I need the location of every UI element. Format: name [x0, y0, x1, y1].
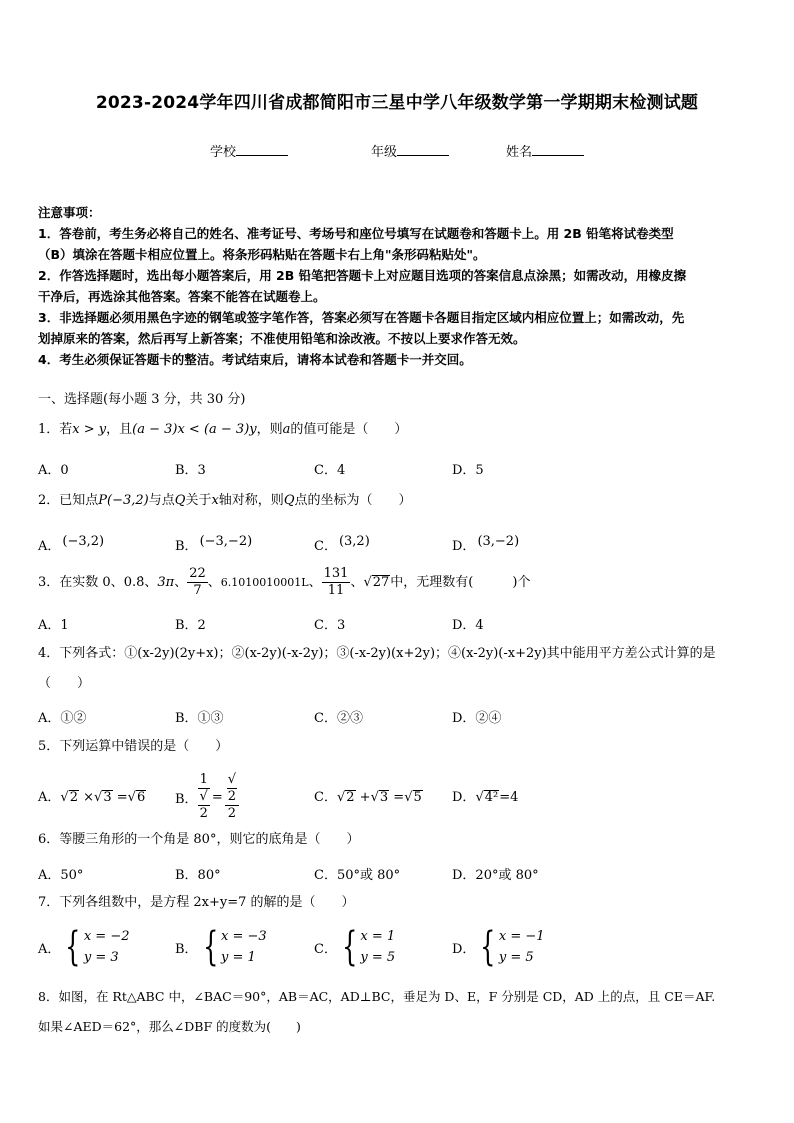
notice-line: （B）填涂在答题卡相应位置上。将条形码粘贴在答题卡右上角"条形码粘贴处"。 — [38, 247, 486, 262]
q3-stem: 3．在实数 0、 — [38, 574, 124, 590]
q4-option-c: C．②③ — [314, 711, 363, 726]
question-1 — [38, 422, 407, 438]
brace: { — [480, 924, 496, 970]
sqrt-radicand: 2 — [346, 790, 355, 805]
notice-heading: 注意事项： — [38, 205, 101, 220]
q3-number: 3π — [157, 574, 175, 590]
q2-stem: 轴对称，则 — [218, 493, 284, 508]
q2-point: P(−3,2) — [98, 493, 149, 508]
q3-sep: 、 — [174, 574, 188, 590]
q6-option-a: A．50° — [38, 868, 84, 883]
q5-option-a: A．√2 ×√3 =√6 — [38, 790, 146, 805]
option-label: A． — [38, 941, 61, 957]
notice-line: 3．非选择题必须用黑色字迹的钢笔或签字笔作答，答案必须写在答题卡各题目指定区域内相应位置上；如需改动，先 — [38, 310, 685, 325]
sqrt-radicand: 3 — [379, 790, 389, 805]
q2-var: x — [211, 493, 219, 508]
sqrt-radicand: 2 — [199, 806, 208, 821]
q2-option-d — [452, 535, 519, 554]
school-label: 学校 — [210, 145, 237, 160]
q1-cond1: x > y — [72, 422, 107, 437]
q2-option-label: D． — [452, 539, 476, 554]
q1-cond2: (a − 3)x < (a − 3)y — [132, 422, 257, 437]
q2-stem: 点的坐标为（ ） — [294, 493, 412, 508]
equation-row: y = 5 — [498, 950, 534, 965]
sqrt-radicand: 5 — [413, 790, 422, 805]
q1-var: a — [282, 422, 291, 437]
q2-option-label: C． — [314, 539, 337, 554]
q3-number: 0.8̇ — [123, 574, 145, 590]
q2-var: Q — [174, 493, 186, 508]
q2-option-value: (−3,−2) — [199, 534, 253, 549]
option-label: C． — [314, 790, 337, 805]
operator: = — [211, 789, 223, 805]
question-4: 4．下列各式：①(x-2y)(2y+x)；②(x-2y)(-x-2y)；③(-x-2y)(x+2y)；④(x-2y)(-x+2y)其中能用平方差公式计算的是 — [38, 646, 716, 661]
question-2 — [38, 493, 412, 509]
grade-field — [371, 141, 449, 160]
q3-number: 6.1010010001L — [220, 575, 309, 589]
q7-option-d — [452, 926, 545, 968]
equation-row: x = −2 — [83, 929, 130, 944]
operator: =4 — [499, 790, 519, 805]
brace: { — [342, 924, 358, 970]
q2-option-a — [38, 535, 104, 554]
q2-stem: 关于 — [185, 493, 212, 508]
grade-blank — [397, 144, 449, 156]
sqrt-radicand: 2 — [69, 790, 78, 805]
q2-stem: 与点 — [148, 493, 175, 508]
q3-fraction — [187, 566, 208, 599]
q3-option-c: C．3 — [314, 618, 346, 633]
fraction — [225, 772, 239, 822]
notice-line: 4．考生必须保证答题卡的整洁。考试结束后，请将本试卷和答题卡一并交回。 — [38, 352, 472, 367]
q6-option-d: D．20°或 80° — [452, 868, 539, 883]
section-heading: 一、选择题(每小题 3 分，共 30 分) — [38, 392, 246, 407]
q4-option-d: D．②④ — [452, 711, 502, 726]
q1-option-d: D．5 — [452, 463, 484, 478]
q1-option-c: C．4 — [314, 463, 346, 478]
option-label: D． — [452, 790, 476, 805]
brace: { — [65, 924, 81, 970]
q3-sep: 、 — [144, 574, 158, 590]
q3-sep: 、 — [350, 574, 364, 590]
option-label: C． — [314, 941, 337, 957]
q7-option-a — [38, 926, 130, 968]
q1-stem: 的值可能是（ ） — [290, 422, 408, 437]
q2-option-value: (3,−2) — [477, 534, 520, 549]
equation-row: y = 5 — [360, 950, 396, 965]
fraction-denominator: 2 — [227, 806, 237, 821]
question-6: 6．等腰三角形的一个角是 80°，则它的底角是（ ） — [38, 832, 360, 847]
operator: + — [359, 790, 371, 805]
q1-stem: ，则 — [256, 422, 283, 437]
q3-sep: 、 — [308, 574, 322, 590]
q2-option-b — [175, 535, 252, 554]
q3-sep: 、 — [207, 574, 221, 590]
school-blank — [236, 144, 288, 156]
notice-line: 划掉原来的答案，然后再写上新答案；不准使用铅笔和涂改液。不按以上要求作答无效。 — [38, 331, 526, 346]
sqrt-radicand: 2 — [227, 789, 237, 804]
operator: = — [393, 790, 405, 805]
q6-option-c: C．50°或 80° — [314, 868, 401, 883]
q7-option-b — [175, 926, 267, 968]
question-8-cont: 如果∠AED＝62°，那么∠DBF 的度数为( ) — [38, 1019, 301, 1034]
operator: = — [116, 790, 128, 805]
q2-option-value: (−3,2) — [62, 534, 105, 549]
q3-option-a: A．1 — [38, 618, 69, 633]
question-8: 8．如图，在 Rt△ABC 中，∠BAC＝90°，AB＝AC，AD⊥BC，垂足为 D、E，F 分别是 CD，AD 上的点，且 CE＝AF. — [38, 989, 716, 1004]
name-field — [506, 141, 584, 160]
q1-option-a: A．0 — [38, 463, 69, 478]
sqrt-radicand: 4² — [484, 790, 499, 805]
equation-row: x = −3 — [221, 929, 267, 944]
q2-option-label: B． — [175, 539, 198, 554]
q1-stem: 1．若 — [38, 422, 73, 437]
fraction-numerator: 22 — [189, 566, 206, 581]
q2-stem: 2．已知点 — [38, 493, 99, 508]
q1-option-b: B．3 — [175, 463, 206, 478]
q5-option-d: D．√4²=4 — [452, 790, 519, 805]
grade-label: 年级 — [371, 145, 398, 160]
equation-row: y = 3 — [83, 950, 119, 965]
q5-option-b — [175, 772, 239, 822]
fraction-numerator: 1 — [199, 772, 208, 787]
q3-fraction — [322, 566, 351, 599]
option-label: D． — [452, 941, 476, 957]
fraction-denominator: 7 — [193, 583, 202, 598]
q3-option-d: D．4 — [452, 618, 484, 633]
name-label: 姓名 — [506, 145, 533, 160]
sqrt-radicand: 3 — [103, 790, 112, 805]
q2-option-label: A． — [38, 539, 61, 554]
equation-row: x = −1 — [498, 929, 545, 944]
notice-line: 2．作答选择题时，选出每小题答案后，用 2B 铅笔把答题卡上对应题目选项的答案信息点涂黑；如需改动，用橡皮擦 — [38, 268, 687, 283]
notice-line: 干净后，再选涂其他答案。答案不能答在试题卷上。 — [38, 289, 326, 304]
q7-option-c — [314, 926, 395, 968]
fraction — [198, 772, 210, 822]
equation-row: x = 1 — [360, 929, 396, 944]
page-title: 2023-2024学年四川省成都简阳市三星中学八年级数学第一学期期末检测试题 — [95, 93, 699, 113]
option-label: A． — [38, 790, 61, 805]
q3-option-b: B．2 — [175, 618, 206, 633]
sqrt-radicand: 27 — [372, 574, 390, 590]
option-label: B． — [175, 791, 198, 807]
fraction-denominator: √ 2 — [199, 789, 208, 821]
q2-var: Q — [283, 493, 295, 508]
q2-option-c — [314, 535, 370, 554]
q3-sqrt: √27 — [363, 574, 390, 590]
notice-line: 1．答卷前，考生务必将自己的姓名、准考证号、考场号和座位号填写在试题卷和答题卡上。用 2B 铅笔将试卷类型 — [38, 226, 674, 241]
q3-stem: 中，无理数有( )个 — [390, 574, 531, 590]
q4-option-a: A．①② — [38, 711, 87, 726]
option-label: B． — [175, 941, 198, 957]
q2-option-value: (3,2) — [338, 534, 370, 549]
question-7: 7．下列各组数中，是方程 2x+y=7 的解的是（ ） — [38, 895, 355, 910]
sqrt-radicand: 6 — [136, 790, 146, 805]
question-4-paren: （ ） — [38, 676, 91, 691]
fraction-numerator: 131 — [323, 566, 349, 581]
q6-option-b: B．80° — [175, 868, 221, 883]
name-blank — [532, 144, 584, 156]
q4-option-b: B．①③ — [175, 711, 224, 726]
question-5: 5．下列运算中错误的是（ ） — [38, 739, 229, 754]
operator: × — [83, 790, 95, 805]
fraction-numerator: √ 2 — [225, 772, 239, 806]
q1-stem: ，且 — [106, 422, 133, 437]
fraction-denominator: 11 — [327, 583, 345, 598]
brace: { — [202, 924, 218, 970]
q5-option-c: C．√2 +√3 =√5 — [314, 790, 422, 805]
equation-row: y = 1 — [221, 950, 256, 965]
school-field — [210, 141, 288, 160]
question-3 — [38, 566, 530, 599]
